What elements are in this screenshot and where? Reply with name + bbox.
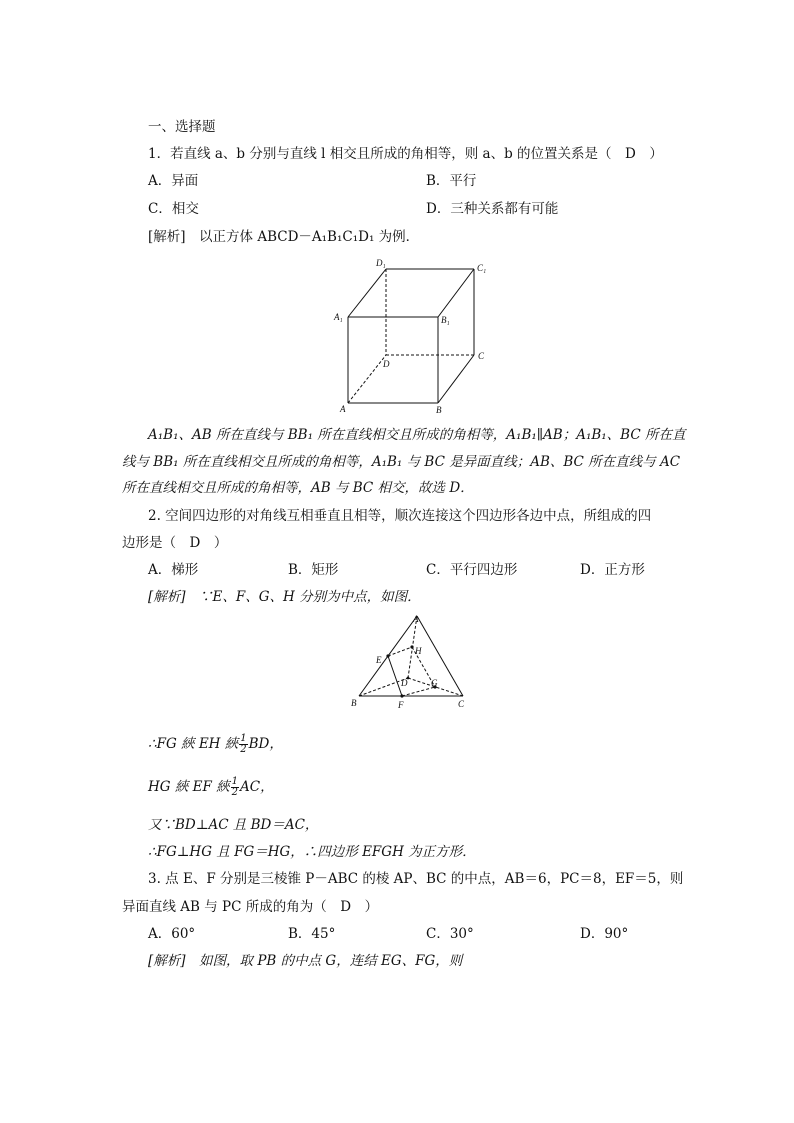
q1-analysis-line-3: 所在直线相交且所成的角相等，AB 与 BC 相交，故选 D．	[122, 480, 474, 496]
label-c: C	[478, 351, 485, 361]
q1-analysis-line-1: A₁B₁、AB 所在直线与 BB₁ 所在直线相交且所成的角相等，A₁B₁∥AB；A₁B₁、BC 所在直	[148, 427, 686, 443]
q2-option-c: C．平行四边形	[426, 562, 518, 578]
edge-bc	[438, 355, 474, 403]
q1-option-a: A．异面	[148, 173, 199, 189]
edge-a1d1	[348, 269, 386, 317]
q2-analysis-line-4: ∴FG⊥HG 且 FG＝HG，∴四边形 EFGH 为正方形．	[148, 844, 476, 860]
label-d: D	[383, 359, 390, 369]
q3-option-c: C．30°	[426, 926, 474, 942]
q2-stem-line-2: 边形是（ D ）	[122, 535, 228, 551]
q2-line2-pre: HG 綊 EF 綊	[148, 779, 230, 795]
fraction-half	[239, 734, 247, 755]
point-f	[400, 694, 403, 697]
label-b: B	[351, 698, 357, 708]
segment-fg	[402, 687, 435, 696]
q2-stem-line-1: 2. 空间四边形的对角线互相垂直且相等，顺次连接这个四边形各边中点，所组成的四	[148, 508, 652, 524]
fraction-half-2	[231, 777, 239, 798]
q2-analysis-intro: [解析] ∵E、F、G、H 分别为中点，如图．	[148, 589, 421, 605]
label-b: B	[436, 405, 442, 415]
fraction-numerator-2: 1	[231, 776, 239, 787]
q1-analysis-line-2: 线与 BB₁ 所在直线相交且所成的角相等，A₁B₁ 与 BC 是异面直线；AB、BC 所在直线与 AC	[122, 454, 681, 470]
q2-line1-pre: ∴FG 綊 EH 綊	[148, 736, 239, 752]
q2-line2-post: AC，	[240, 779, 274, 795]
q1-option-b: B．平行	[426, 173, 477, 189]
label-a1: A₁	[334, 312, 343, 322]
label-a: A	[340, 404, 346, 414]
label-e: E	[376, 655, 382, 665]
cube-figure	[330, 255, 500, 420]
label-c1: C₁	[477, 263, 487, 273]
edge-b1c1	[438, 269, 474, 317]
q3-stem-line-1: 3. 点 E、F 分别是三棱锥 P－ABC 的棱 AP、BC 的中点，AB＝6，PC＝8，EF＝5，则	[148, 871, 684, 887]
edge-ac	[417, 616, 463, 696]
q2-analysis-line-3: 又∵BD⊥AC 且 BD＝AC，	[148, 817, 319, 833]
q1-option-d: D．三种关系都有可能	[426, 201, 559, 217]
q3-stem-line-2: 异面直线 AB 与 PC 所成的角为（ D ）	[122, 899, 379, 915]
label-b1: B₁	[441, 315, 450, 325]
point-e	[386, 654, 389, 657]
label-f: F	[398, 700, 404, 710]
label-a: A	[413, 614, 419, 624]
q2-line1-post: BD，	[248, 736, 283, 752]
q2-analysis-line-1	[148, 731, 283, 757]
label-d1: D₁	[376, 258, 386, 268]
section-title: 一、选择题	[148, 119, 216, 135]
q3-analysis-intro: [解析] 如图，取 PB 的中点 G，连结 EG、FG，则	[148, 953, 463, 969]
fraction-numerator: 1	[240, 733, 247, 744]
q2-option-d: D．正方形	[580, 562, 645, 578]
tetrahedron-figure	[345, 610, 475, 715]
q3-option-b: B．45°	[288, 926, 336, 942]
label-g: G	[431, 678, 438, 688]
edge-ad	[348, 355, 386, 403]
fraction-denominator-2: 2	[231, 787, 239, 798]
q2-option-a: A．梯形	[148, 562, 199, 578]
q1-option-c: C．相交	[148, 201, 199, 217]
segment-ef	[388, 656, 402, 696]
label-c: C	[458, 699, 465, 709]
q1-analysis-intro: [解析] 以正方体 ABCD－A₁B₁C₁D₁ 为例．	[148, 229, 420, 245]
q2-analysis-line-2	[148, 774, 274, 800]
fraction-denominator: 2	[240, 744, 247, 755]
q2-option-b: B．矩形	[288, 562, 339, 578]
q1-stem: 1．若直线 a、b 分别与直线 l 相交且所成的角相等，则 a、b 的位置关系是（ D ）	[148, 146, 663, 162]
label-d: D	[401, 678, 408, 688]
q3-option-d: D．90°	[580, 926, 629, 942]
q3-option-a: A．60°	[148, 926, 196, 942]
label-h: H	[415, 646, 422, 656]
point-h	[410, 645, 413, 648]
